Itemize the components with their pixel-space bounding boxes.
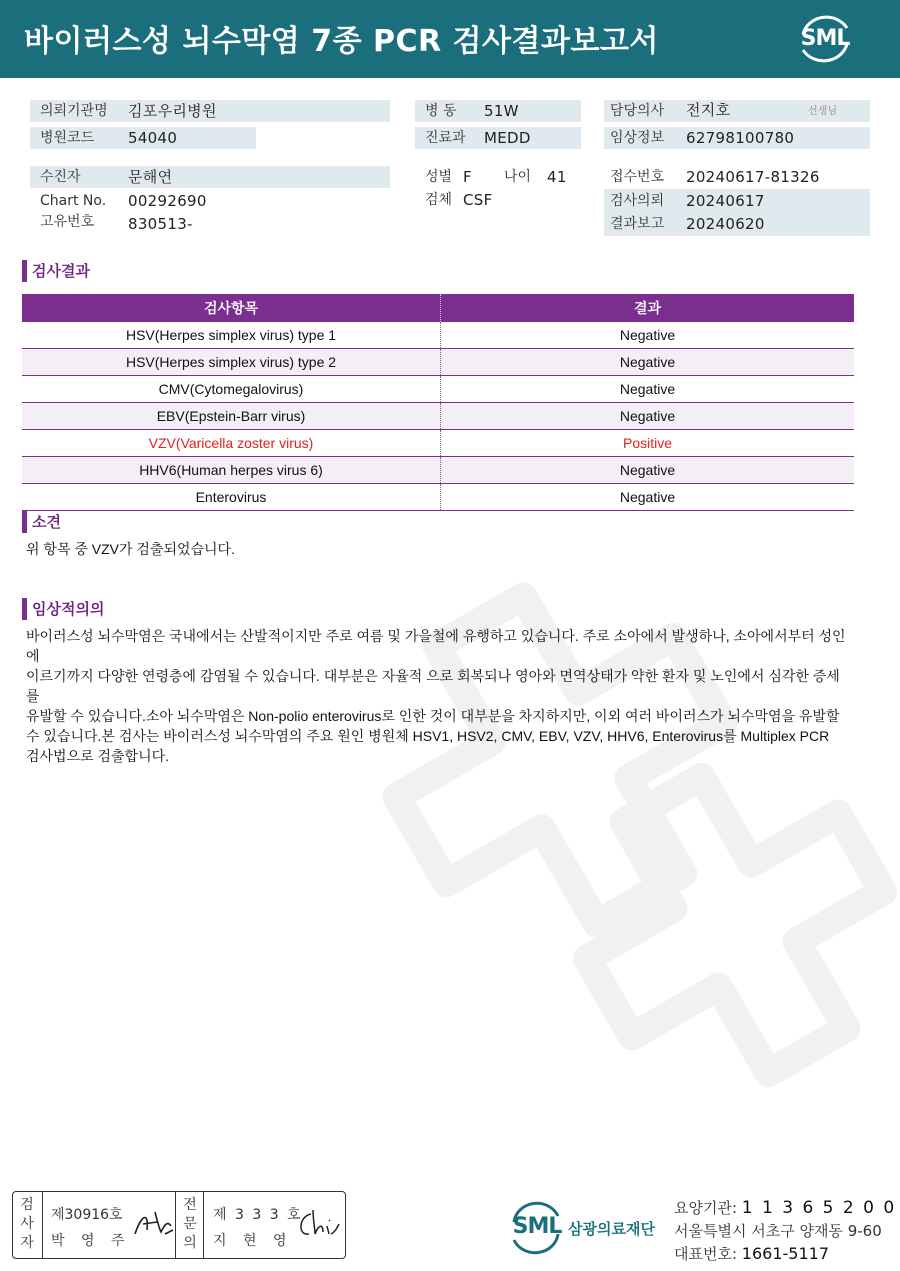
id-label: 고유번호 [40, 214, 95, 230]
test-item: VZV(Varicella zoster virus) [22, 430, 441, 457]
findings-section-title: 소견 [32, 513, 61, 531]
col-result-header: 결과 [441, 294, 855, 322]
hospital-code-value: 54040 [128, 129, 178, 147]
specialist-license: 제 3 3 3 호 [213, 1207, 303, 1223]
receipt-value: 20240617-81326 [686, 168, 820, 186]
sml-logo-text: SML [800, 26, 850, 51]
request-value: 20240617 [686, 192, 765, 210]
doctor-label: 담당의사 [610, 103, 665, 119]
results-table-header [22, 294, 854, 322]
doctor-value: 전지호 [686, 101, 731, 119]
clinical-info-value: 62798100780 [686, 129, 795, 147]
patient-row [30, 166, 390, 188]
test-result: Negative [441, 322, 855, 349]
chart-label: Chart No. [40, 193, 107, 209]
divider [42, 1192, 43, 1258]
report-header [0, 0, 900, 78]
test-result: Negative [441, 403, 855, 430]
report-value: 20240620 [686, 215, 765, 233]
test-item: Enterovirus [22, 484, 441, 511]
results-table [22, 294, 854, 511]
table-row [22, 376, 854, 403]
footer-phone: 대표번호: 1661-5117 [674, 1244, 830, 1263]
request-label: 검사의뢰 [610, 193, 665, 209]
clinical-line: 검사법으로 검출합니다. [26, 748, 170, 764]
footer-code: 요양기관: 1 1 3 6 5 2 0 0 [674, 1198, 897, 1218]
sml-logo-icon [795, 12, 855, 66]
ward-label: 병 동 [425, 103, 457, 119]
dept-label: 진료과 [425, 130, 466, 146]
test-result: Negative [441, 349, 855, 376]
doctor-suffix: 선생님 [808, 106, 837, 117]
results-section-title: 검사결과 [32, 262, 90, 280]
findings-text: 위 항목 중 VZV가 검출되었습니다. [26, 541, 235, 557]
ward-value: 51W [484, 102, 519, 120]
footer-logo-text: SML [512, 1214, 562, 1239]
dept-value: MEDD [484, 129, 531, 147]
watermark-cross-icon [360, 540, 900, 1100]
report-title: 바이러스성 뇌수막염 7종 PCR 검사결과보고서 [24, 24, 659, 59]
institution-label: 의뢰기관명 [40, 103, 108, 119]
sex-value: F [463, 168, 472, 186]
chart-value: 00292690 [128, 192, 207, 210]
patient-value: 문해연 [128, 168, 173, 186]
sex-label: 성별 [425, 169, 453, 185]
specialist-vertical-label: 전 문 의 [183, 1197, 197, 1251]
findings-section-bar [22, 511, 27, 533]
test-result: Negative [441, 484, 855, 511]
test-result: Negative [441, 457, 855, 484]
divider [203, 1192, 204, 1258]
hospital-code-label: 병원코드 [40, 130, 95, 146]
examiner-name: 박 영 주 [51, 1233, 131, 1249]
institution-value: 김포우리병원 [128, 102, 217, 120]
clinical-line: 바이러스성 뇌수막염은 국내에서는 산발적이지만 주로 여름 및 가을철에 유행하고 있습니다. 주로 소아에서 발생하나, 소아에서부터 성인에 [26, 628, 846, 664]
table-row [22, 322, 854, 349]
footer-org-name: 삼광의료재단 [568, 1220, 655, 1238]
col-item-header: 검사항목 [22, 294, 441, 322]
clinical-text [26, 626, 846, 766]
specimen-value: CSF [463, 191, 493, 209]
examiner-signature-icon [131, 1206, 177, 1240]
test-item: HHV6(Human herpes virus 6) [22, 457, 441, 484]
specialist-name: 지 현 영 [213, 1233, 293, 1249]
test-result: Negative [441, 376, 855, 403]
clinical-line: 수 있습니다.본 검사는 바이러스성 뇌수막염의 주요 원인 병원체 HSV1, HSV2, CMV, EBV, VZV, HHV6, Enterovirus를 Multiplex PCR [26, 728, 830, 744]
clinical-info-label: 임상정보 [610, 130, 665, 146]
receipt-label: 접수번호 [610, 169, 665, 185]
clinical-section-bar [22, 598, 27, 620]
test-result: Positive [441, 430, 855, 457]
footer-logo [508, 1200, 668, 1256]
age-label: 나이 [504, 169, 532, 185]
test-item: EBV(Epstein-Barr virus) [22, 403, 441, 430]
footer-address: 서울특별시 서초구 양재동 9-60 [674, 1222, 882, 1240]
examiner-vertical-label: 검 사 자 [20, 1197, 34, 1251]
clinical-section-title: 임상적의의 [32, 600, 105, 618]
test-item: HSV(Herpes simplex virus) type 1 [22, 322, 441, 349]
specialist-signature-icon [293, 1206, 341, 1240]
patient-label: 수진자 [40, 169, 81, 185]
clinical-line: 이르기까지 다양한 연령층에 감염될 수 있습니다. 대부분은 자율적 으로 회복되나 영아와 면역상태가 약한 환자 및 노인에서 심각한 증세를 [26, 668, 840, 704]
divider [175, 1192, 176, 1258]
table-row-positive [22, 430, 854, 457]
table-row [22, 403, 854, 430]
test-item: CMV(Cytomegalovirus) [22, 376, 441, 403]
clinical-line: 유발할 수 있습니다.소아 뇌수막염은 Non-polio enterovirus로 인한 것이 대부분을 차지하지만, 이외 여러 바이러스가 뇌수막염을 유발할 [26, 708, 840, 724]
table-row [22, 484, 854, 511]
signature-box [12, 1191, 346, 1259]
results-section-bar [22, 260, 27, 282]
table-row [22, 349, 854, 376]
report-label: 결과보고 [610, 216, 665, 232]
test-item: HSV(Herpes simplex virus) type 2 [22, 349, 441, 376]
age-value: 41 [547, 168, 567, 186]
specimen-label: 검체 [425, 192, 453, 208]
table-row [22, 457, 854, 484]
examiner-license: 제30916호 [51, 1207, 123, 1223]
id-value: 830513- [128, 215, 193, 233]
